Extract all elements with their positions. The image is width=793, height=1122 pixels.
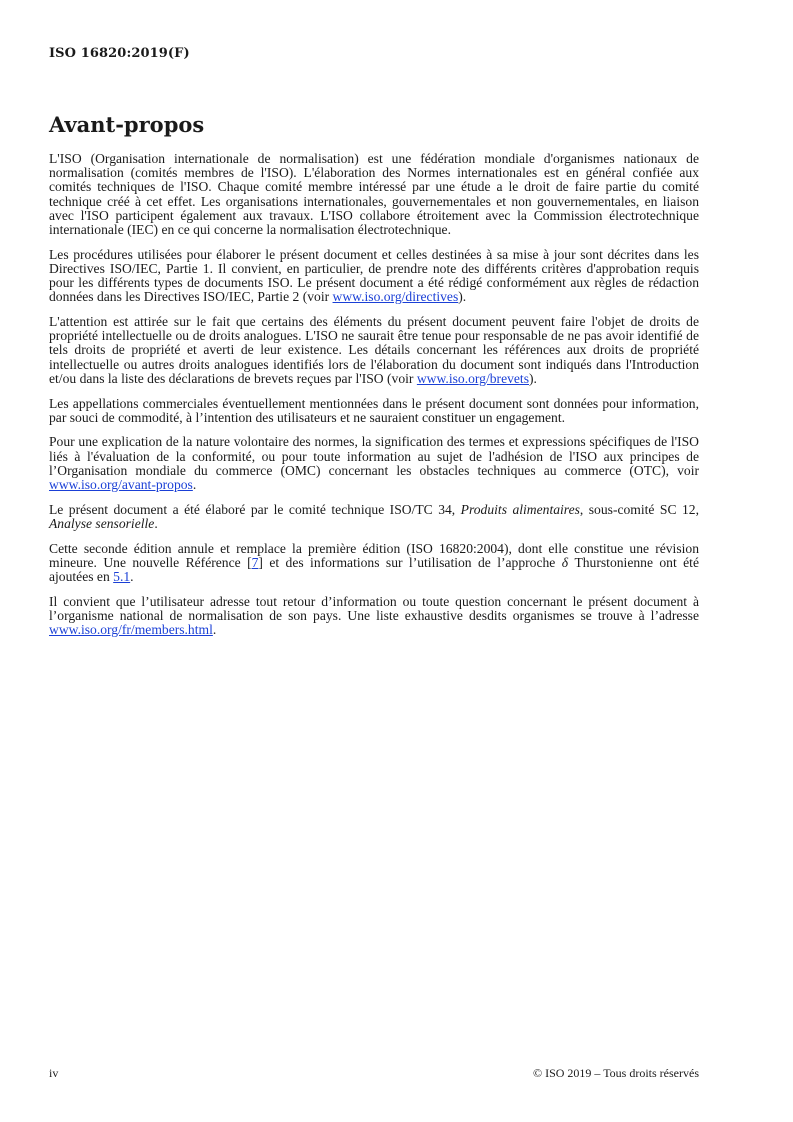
text-segment: L'attention est attirée sur le fait que certains des éléments du présent document peuvent faire l'objet de droits de propriété intellectuelle ou de droits analogues. L'ISO ne saurait être tenue pour responsable de ne pas avoir identifié de tels droits de propriété et averti de leur existence. Les détails concernant les références aux droits de propriété intellectuelle ou autres droits analogues identifiés lors de l'élaboration du document sont indiqués dans l'Introduction et/ou dans la liste des déclarations de brevets reçues par l'ISO (voir [49,314,699,386]
text-segment: Thurstonienne ont été ajoutées en [49,554,699,585]
copyright-notice: © ISO 2019 – Tous droits réservés [532,1066,699,1080]
page-number: iv [49,1066,59,1080]
paragraph-patents [49,315,699,386]
avant-propos-link[interactable]: www.iso.org/avant-propos [49,477,193,493]
section-title: Avant-propos [49,112,205,137]
paragraph-edition [49,542,699,585]
document-reference: ISO 16820:2019(F) [49,46,190,61]
paragraph-iso-intro: L'ISO (Organisation internationale de normalisation) est une fédération mondiale d'organismes nationaux de normalisation (comités membres de l'ISO). L'élaboration des Normes internationales est en général confiée aux comités techniques de l'ISO. Chaque comité membre intéressé par une étude a le droit de faire partie du comité technique créé à cet effet. Les organisations internationales, gouvernementales et non gouvernementales, en liaison avec l'ISO participent également aux travaux. L'ISO collabore étroitement avec la Commission électrotechnique internationale (IEC) en ce qui concerne la normalisation électrotechnique. [49,151,699,238]
text-segment: , sous-comité SC 12, [579,501,699,517]
text-segment: . [212,622,217,638]
directives-link[interactable]: www.iso.org/directives [332,289,459,305]
text-segment: . [154,515,158,531]
paragraph-voluntary-nature [49,435,699,492]
text-segment: Il convient que l’utilisateur adresse tout retour d’information ou toute question concernant le présent document à l’organisme national de normalisation de son pays. Une liste exhaustive desdits organismes se trouve à l’adresse [49,593,699,623]
text-segment: Le présent document a été élaboré par le comité technique ISO/TC 34, [49,501,461,517]
paragraph-trade-names: Les appellations commerciales éventuellement mentionnées dans le présent document sont données pour information, par souci de commodité, à l’intention des utilisateurs et ne sauraient constituer un engagement. [49,395,699,425]
text-segment: ). [458,289,467,305]
text-segment: . [130,569,134,585]
members-link[interactable]: www.iso.org/fr/members.html [49,622,213,638]
text-segment: Pour une explication de la nature volontaire des normes, la signification des termes et expressions spécifiques de l'ISO liés à l'évaluation de la conformité, ou pour toute information au sujet de l'adhésion de l'ISO aux principes de l’Organisation mondiale du commerce (OMC) concernant les obstacles techniques au commerce (OTC), voir [49,434,699,478]
brevets-link[interactable]: www.iso.org/brevets [416,370,529,386]
paragraph-committee [49,503,699,531]
subcommittee-name: Analyse sensorielle [49,515,155,531]
foreword-body [49,152,699,648]
paragraph-feedback [49,595,699,638]
text-segment: . [192,477,197,493]
text-segment: Les procédures utilisées pour élaborer le présent document et celles destinées à sa mise à jour sont décrites dans les Directives ISO/IEC, Partie 1. Il convient, en particulier, de prendre note des différents critères d'approbation requis pour les différents types de documents ISO. Le présent document a été rédigé conformément aux règles de rédaction données dans les Directives ISO/IEC, Partie 2 (voir [49,246,699,305]
text-segment: ] et des informations sur l’utilisation de l’approche [258,554,562,570]
paragraph-procedures [49,248,699,305]
text-segment: Cette seconde édition annule et remplace la première édition (ISO 16820:2004), dont elle constitue une révision mineure. Une nouvelle Référence [ [49,540,699,570]
committee-name: Produits alimentaires [460,501,580,517]
section-5-1-link[interactable]: 5.1 [113,569,131,585]
reference-7-link[interactable]: 7 [251,554,259,570]
text-segment: ). [529,370,537,386]
delta-symbol: δ [561,554,569,570]
